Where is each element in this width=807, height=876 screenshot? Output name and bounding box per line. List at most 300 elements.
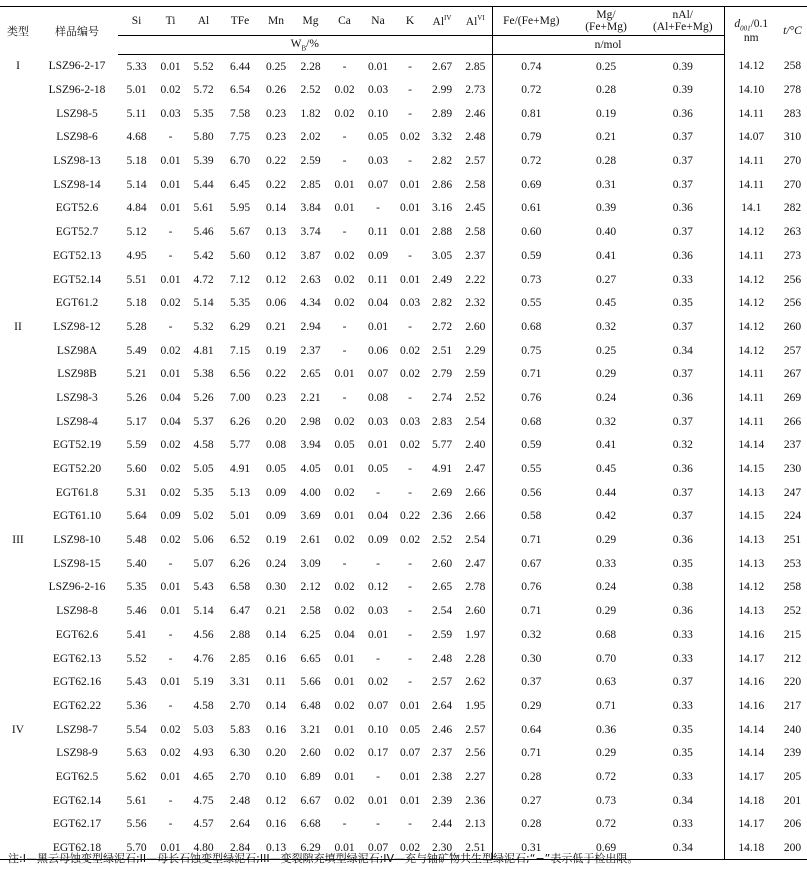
cell-value: 2.52 [431,534,453,547]
cell-value: 4.81 [193,344,214,357]
cell-value: 2.22 [459,268,492,292]
cell-value: - [408,818,412,831]
cell-value: 5.18 [126,155,147,168]
table-row [0,197,807,221]
cell-value: 5.31 [126,486,147,499]
cell-value: 3.69 [300,510,321,523]
cell-value: 0.02 [334,581,355,594]
cell-value: 0.42 [595,510,617,523]
cell-value: 0.03 [367,155,389,168]
cell-value: 2.67 [431,60,453,73]
cell-value: 14.18 [738,794,765,807]
cell-value: 2.47 [459,457,492,481]
cell-value: - [408,628,412,641]
cell-sample-id: LSZ98-7 [56,723,98,736]
cell-value: 3.21 [300,723,321,736]
cell-value: 5.67 [229,226,251,239]
cell-value: 4.68 [126,131,147,144]
cell-value: 0.33 [642,268,724,292]
cell-value: 0.36 [642,599,724,623]
cell-sample-id: EGT52.6 [55,202,99,215]
cell-value: 14.14 [738,747,765,760]
cell-value: 0.33 [595,557,617,570]
cell-value: 2.74 [431,391,453,404]
cell-value: 0.21 [265,605,287,618]
cell-value: 0.39 [642,78,724,102]
cell-value: - [408,605,412,618]
cell-value: 14.13 [738,486,765,499]
table-row [0,126,807,150]
cell-value: 5.35 [126,581,147,594]
cell-value: 5.43 [126,676,147,689]
cell-value: 2.59 [431,628,453,641]
cell-value: - [408,320,412,333]
cell-value: 283 [783,107,802,120]
cell-value: 2.32 [459,291,492,315]
cell-value: 6.54 [229,84,251,97]
cell-value: - [408,84,412,97]
cell-value: 5.95 [229,202,251,215]
cell-value: 7.00 [229,391,251,404]
cell-value: 2.88 [431,226,453,239]
cell-value: 0.39 [642,55,724,79]
cell-type [0,149,36,173]
cell-value: 0.73 [595,794,617,807]
cell-value: 0.03 [399,415,421,428]
cell-value: 0.34 [642,836,724,860]
cell-value: 0.03 [160,107,181,120]
cell-value: 14.11 [738,107,764,120]
cell-value: 0.02 [334,249,355,262]
cell-value: 0.71 [521,747,542,760]
cell-value: 5.14 [193,297,214,310]
cell-value: 205 [783,770,802,783]
cell-type [0,765,36,789]
cell-value: 0.30 [521,652,542,665]
cell-value: 14.14 [738,439,765,452]
cell-value: 4.76 [193,652,214,665]
cell-value: 237 [783,439,802,452]
cell-value: 4.58 [193,439,214,452]
cell-value: 270 [783,155,802,168]
cell-value: 0.25 [265,60,287,73]
cell-value: 0.27 [595,273,617,286]
cell-value: 5.54 [126,723,147,736]
table-row [0,599,807,623]
cell-type [0,505,36,529]
cell-value: 0.25 [595,60,617,73]
cell-value: 0.33 [642,694,724,718]
cell-value: 2.85 [229,652,251,665]
cell-value: 2.52 [459,386,492,410]
col-header-tfe: TFe [230,15,250,27]
cell-value: 0.04 [367,297,389,310]
cell-value: 14.1 [741,202,762,215]
cell-value: 5.35 [229,297,251,310]
table-row [0,220,807,244]
cell-value: 0.17 [367,747,389,760]
cell-value: 0.02 [399,344,421,357]
cell-value: 0.37 [642,481,724,505]
cell-value: 0.79 [521,131,542,144]
cell-value: 239 [783,747,802,760]
cell-value: 5.42 [193,249,214,262]
cell-value: 0.01 [399,794,421,807]
col-header-ca: Ca [338,15,351,27]
cell-value: 2.70 [229,699,251,712]
cell-value: 0.01 [334,368,355,381]
cell-value: 14.11 [738,368,764,381]
cell-value: - [342,320,347,333]
cell-value: 0.76 [521,391,542,404]
cell-value: 0.29 [521,699,542,712]
cell-value: 5.48 [126,534,147,547]
cell-value: 2.60 [459,599,492,623]
cell-value: 0.02 [160,747,181,760]
cell-value: 4.93 [193,747,214,760]
cell-value: 0.69 [521,178,542,191]
cell-value: 0.35 [642,291,724,315]
cell-value: 0.11 [368,226,388,239]
cell-value: 0.01 [399,699,421,712]
cell-value: 5.61 [193,202,214,215]
cell-value: 0.04 [334,628,355,641]
cell-value: 0.01 [367,628,389,641]
cell-value: 0.03 [367,415,389,428]
cell-value: - [376,486,380,499]
cell-value: 2.12 [300,581,321,594]
cell-value: - [408,155,412,168]
table-row [0,765,807,789]
cell-value: 282 [783,202,802,215]
cell-value: 2.38 [431,770,453,783]
cell-value: 0.01 [160,605,181,618]
cell-value: 1.97 [459,623,492,647]
cell-value: 3.32 [431,131,453,144]
cell-value: 5.01 [126,84,147,97]
cell-value: 2.45 [459,197,492,221]
cell-value: 5.17 [126,415,147,428]
cell-sample-id: EGT52.13 [52,249,102,262]
cell-value: 0.37 [642,220,724,244]
cell-type [0,386,36,410]
cell-value: 0.01 [334,178,355,191]
cell-value: 0.59 [521,249,542,262]
cell-value: 0.36 [642,197,724,221]
cell-sample-id: LSZ98-4 [56,415,98,428]
cell-value: 0.63 [595,676,617,689]
cell-value: 0.72 [595,818,617,831]
cell-value: - [168,628,173,641]
cell-value: 0.32 [521,628,542,641]
cell-value: 2.46 [431,723,453,736]
cell-value: 0.02 [399,534,421,547]
cell-value: 2.48 [229,794,251,807]
cell-value: 0.68 [521,320,542,333]
cell-value: 0.36 [595,723,617,736]
cell-value: 14.12 [738,344,765,357]
cell-value: 0.02 [334,107,355,120]
cell-value: 0.02 [334,747,355,760]
cell-value: 0.02 [160,344,181,357]
cell-value: 0.26 [265,84,287,97]
cell-value: 5.38 [193,368,214,381]
cell-value: 4.84 [126,202,147,215]
cell-value: 0.02 [334,794,355,807]
cell-type [0,481,36,505]
cell-value: 0.12 [367,581,389,594]
cell-value: 7.15 [229,344,251,357]
cell-value: 2.61 [300,534,321,547]
cell-value: 5.14 [193,605,214,618]
cell-sample-id: EGT62.17 [52,818,102,831]
cell-value: 2.60 [459,315,492,339]
cell-value: 0.34 [642,789,724,813]
cell-value: 0.10 [367,723,389,736]
cell-value: 5.61 [126,794,147,807]
col-header-si: Si [131,15,142,27]
cell-value: 0.22 [265,368,287,381]
cell-value: 0.23 [265,131,287,144]
cell-value: 269 [783,391,802,404]
cell-value: 6.29 [229,320,251,333]
cell-value: 0.24 [595,581,617,594]
cell-value: 4.00 [300,486,321,499]
cell-value: 0.09 [265,510,287,523]
cell-value: 0.67 [521,557,542,570]
cell-sample-id: EGT62.22 [52,699,102,712]
cell-value: 0.01 [328,836,361,860]
cell-value: 0.02 [160,297,181,310]
cell-value: 0.02 [160,723,181,736]
table-row [0,694,807,718]
cell-value: 14.16 [738,699,765,712]
cell-value: 14.13 [738,557,765,570]
table-row [0,505,807,529]
cell-value: 5.06 [193,534,214,547]
cell-value: 5.14 [126,178,147,191]
cell-type: I [16,60,20,73]
cell-value: 2.94 [300,320,321,333]
cell-value: 2.37 [431,747,453,760]
cell-value: 4.58 [193,699,214,712]
cell-value: 0.01 [334,202,355,215]
cell-value: 0.07 [361,836,395,860]
cell-value: 2.59 [300,155,321,168]
cell-value: 230 [783,463,802,476]
cell-value: 256 [783,297,802,310]
cell-value: 5.40 [126,557,147,570]
cell-value: 2.57 [459,149,492,173]
cell-value: 1.82 [300,107,321,120]
cell-value: 5.44 [193,178,214,191]
cell-value: 14.12 [738,297,765,310]
cell-value: 0.11 [368,273,388,286]
cell-value: 251 [783,534,802,547]
cell-value: 253 [783,557,802,570]
cell-value: 0.05 [367,131,389,144]
cell-value: 2.57 [459,718,492,742]
cell-value: 14.14 [738,723,765,736]
cell-value: 5.12 [126,226,147,239]
cell-value: 0.06 [265,297,287,310]
cell-type [0,268,36,292]
cell-value: 7.75 [229,131,251,144]
cell-sample-id: LSZ98-8 [56,605,98,618]
cell-value: 5.07 [193,557,214,570]
cell-value: 258 [783,60,802,73]
cell-sample-id: LSZ98-14 [53,178,101,191]
cell-type [0,362,36,386]
cell-value: 2.79 [431,368,453,381]
table-row [0,55,807,79]
table-row [0,268,807,292]
cell-value: - [408,463,412,476]
cell-value: 0.21 [595,131,617,144]
cell-value: 2.44 [431,818,453,831]
cell-value: 0.04 [367,510,389,523]
cell-value: 14.18 [724,836,778,860]
cell-value: - [342,60,347,73]
cell-value: 6.47 [229,605,251,618]
cell-value: 0.01 [155,836,186,860]
cell-value: 0.06 [367,344,389,357]
table-row [0,386,807,410]
table-row [0,576,807,600]
cell-value: 0.01 [334,676,355,689]
cell-value: 2.54 [431,605,453,618]
cell-value: 6.45 [229,178,251,191]
cell-value: 6.26 [229,557,251,570]
cell-value: 14.13 [738,534,765,547]
cell-value: 2.69 [431,486,453,499]
cell-value: 2.66 [459,505,492,529]
table-row [0,647,807,671]
cell-value: 267 [783,368,802,381]
cell-value: 2.36 [459,789,492,813]
cell-value: 2.48 [431,652,453,665]
cell-value: 0.03 [367,605,389,618]
cell-value: 0.72 [595,770,617,783]
cell-value: 0.22 [265,155,287,168]
cell-value: 2.88 [229,628,251,641]
cell-type [0,623,36,647]
col-header-mn: Mn [268,15,284,27]
cell-value: 14.15 [738,463,765,476]
cell-sample-id: LSZ98-15 [53,557,101,570]
table-row [0,149,807,173]
cell-type [0,78,36,102]
cell-value: 5.62 [126,770,147,783]
cell-value: 5.63 [126,747,147,760]
cell-value: 4.91 [229,463,251,476]
cell-type [0,647,36,671]
cell-sample-id: LSZ98-9 [56,747,98,760]
cell-value: 4.05 [300,463,321,476]
cell-value: 6.30 [229,747,251,760]
cell-value: 0.02 [334,534,355,547]
cell-type [0,457,36,481]
cell-type: IV [11,723,25,736]
cell-sample-id: LSZ98-13 [53,155,101,168]
cell-value: 0.04 [160,391,181,404]
cell-value: 5.26 [193,391,214,404]
cell-value: 0.29 [595,534,617,547]
cell-value: 0.28 [595,84,617,97]
cell-value: 0.39 [595,202,617,215]
cell-type [0,291,36,315]
cell-value: 4.80 [186,836,221,860]
table-body [0,55,807,860]
cell-value: 5.77 [229,439,251,452]
cell-value: 2.47 [459,552,492,576]
cell-value: 6.68 [300,818,321,831]
cell-value: 0.32 [595,415,617,428]
table-row [0,434,807,458]
cell-value: 0.02 [334,84,355,97]
cell-value: 0.02 [160,439,181,452]
cell-value: 0.03 [399,297,421,310]
cell-value: 0.45 [595,463,617,476]
cell-value: 0.28 [521,818,542,831]
cell-value: 5.51 [126,273,147,286]
cell-value: 310 [783,131,802,144]
cell-value: 5.02 [193,510,214,523]
cell-value: 0.02 [399,368,421,381]
cell-value: - [408,486,412,499]
cell-value: 14.15 [738,510,765,523]
cell-value: 206 [783,818,802,831]
cell-value: 0.24 [595,391,617,404]
cell-value: 3.31 [229,676,251,689]
cell-sample-id: EGT52.14 [52,273,102,286]
cell-value: 14.17 [738,770,765,783]
cell-value: 0.19 [265,344,287,357]
cell-value: 0.36 [642,244,724,268]
cell-value: 2.48 [459,126,492,150]
cell-value: 278 [783,84,802,97]
cell-value: 6.44 [229,60,251,73]
cell-value: 0.32 [595,320,617,333]
cell-value: 0.01 [399,226,421,239]
col-header-ti: Ti [165,15,176,27]
cell-value: 2.82 [431,297,453,310]
cell-value: 5.39 [193,155,214,168]
cell-value: 2.72 [431,320,453,333]
cell-value: 0.07 [399,747,421,760]
cell-value: 0.64 [521,723,542,736]
cell-value: 14.12 [738,320,765,333]
cell-value: 6.52 [229,534,251,547]
cell-sample-id: LSZ98-5 [56,107,98,120]
cell-value: 0.21 [265,320,287,333]
cell-value: - [376,652,380,665]
cell-value: 14.13 [738,605,765,618]
cell-type [0,173,36,197]
cell-value: 5.59 [126,439,147,452]
cell-value: 5.35 [193,486,214,499]
cell-sample-id: EGT52.7 [55,226,99,239]
cell-value: 6.67 [300,794,321,807]
cell-value: 2.27 [459,765,492,789]
cell-value: 0.14 [265,628,287,641]
cell-value: 0.11 [266,676,286,689]
cell-value: 7.58 [229,107,251,120]
cell-value: 0.02 [160,486,181,499]
cell-value: 2.30 [425,836,459,860]
cell-type [0,434,36,458]
cell-value: 2.49 [431,273,453,286]
